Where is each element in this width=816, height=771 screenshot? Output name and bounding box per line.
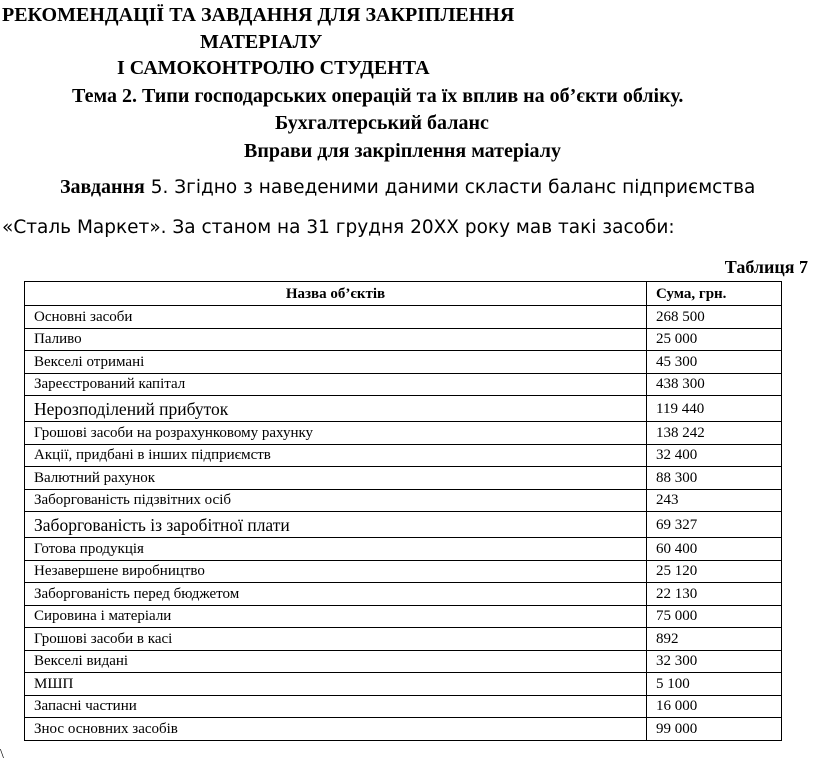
row-amount: 99 000	[647, 718, 782, 741]
row-name: Грошові засоби в касі	[25, 628, 647, 651]
table-row	[25, 489, 782, 512]
row-name: Сировина і матеріали	[25, 605, 647, 628]
row-name: Акції, придбані в інших підприємств	[25, 444, 647, 467]
row-amount: 5 100	[647, 673, 782, 696]
row-amount: 32 400	[647, 444, 782, 467]
task-label: Завдання	[60, 176, 145, 198]
row-amount: 138 242	[647, 422, 782, 445]
row-amount: 25 000	[647, 328, 782, 351]
row-amount: 892	[647, 628, 782, 651]
table-row	[25, 444, 782, 467]
row-amount: 75 000	[647, 605, 782, 628]
row-name: Основні засоби	[25, 306, 647, 329]
task-text: 5. Згідно з наведеними даними скласти баланс підприємства	[144, 177, 756, 198]
exercises-heading: Вправи для закріплення матеріалу	[244, 140, 561, 162]
table-row	[25, 467, 782, 490]
row-name: Паливо	[25, 328, 647, 351]
heading-line-1: РЕКОМЕНДАЦІЇ ТА ЗАВДАННЯ ДЛЯ ЗАКРІПЛЕННЯ	[2, 4, 515, 26]
row-amount: 32 300	[647, 650, 782, 673]
row-amount: 438 300	[647, 373, 782, 396]
header-amount: Сума, грн.	[647, 282, 782, 306]
row-amount: 60 400	[647, 538, 782, 561]
row-name: Запасні частини	[25, 695, 647, 718]
table-caption: Таблиця 7	[724, 257, 808, 277]
row-name: Готова продукція	[25, 538, 647, 561]
row-amount: 268 500	[647, 306, 782, 329]
stray-mark: \	[0, 747, 4, 762]
heading-line-3: І САМОКОНТРОЛЮ СТУДЕНТА	[117, 57, 430, 79]
row-name: Грошові засоби на розрахунковому рахунку	[25, 422, 647, 445]
topic-subtitle: Бухгалтерський баланс	[275, 112, 489, 134]
task-statement-line-1	[60, 177, 755, 198]
row-amount: 45 300	[647, 351, 782, 374]
objects-table	[24, 281, 782, 741]
row-amount: 25 120	[647, 560, 782, 583]
row-name: Заборгованість підзвітних осіб	[25, 489, 647, 512]
row-amount: 119 440	[647, 396, 782, 422]
row-name: Знос основних засобів	[25, 718, 647, 741]
row-name: Незавершене виробництво	[25, 560, 647, 583]
row-amount: 243	[647, 489, 782, 512]
row-amount: 88 300	[647, 467, 782, 490]
table-row	[25, 328, 782, 351]
table-row	[25, 351, 782, 374]
header-name: Назва об’єктів	[25, 282, 647, 306]
table-row	[25, 718, 782, 741]
topic-title: Тема 2. Типи господарських операцій та їх вплив на об’єкти обліку.	[72, 85, 684, 107]
table-header-row	[25, 282, 782, 306]
row-amount: 16 000	[647, 695, 782, 718]
table-row	[25, 695, 782, 718]
row-name: Векселі отримані	[25, 351, 647, 374]
row-name: Заборгованість перед бюджетом	[25, 583, 647, 606]
heading-line-2: МАТЕРІАЛУ	[200, 31, 323, 53]
table-row	[25, 673, 782, 696]
row-name: Заборгованість із заробітної плати	[25, 512, 647, 538]
table-row	[25, 628, 782, 651]
table-row	[25, 605, 782, 628]
row-amount: 22 130	[647, 583, 782, 606]
row-name: МШП	[25, 673, 647, 696]
task-statement-line-2: «Сталь Маркет». За станом на 31 грудня 20ХХ року мав такі засоби:	[2, 217, 675, 238]
table-row	[25, 396, 782, 422]
table-row	[25, 512, 782, 538]
table-row	[25, 373, 782, 396]
table-row	[25, 650, 782, 673]
table-row	[25, 583, 782, 606]
table-row	[25, 306, 782, 329]
table-row	[25, 422, 782, 445]
row-amount: 69 327	[647, 512, 782, 538]
row-name: Валютний рахунок	[25, 467, 647, 490]
table-row	[25, 560, 782, 583]
row-name: Векселі видані	[25, 650, 647, 673]
row-name: Зареєстрований капітал	[25, 373, 647, 396]
table-row	[25, 538, 782, 561]
row-name: Нерозподілений прибуток	[25, 396, 647, 422]
